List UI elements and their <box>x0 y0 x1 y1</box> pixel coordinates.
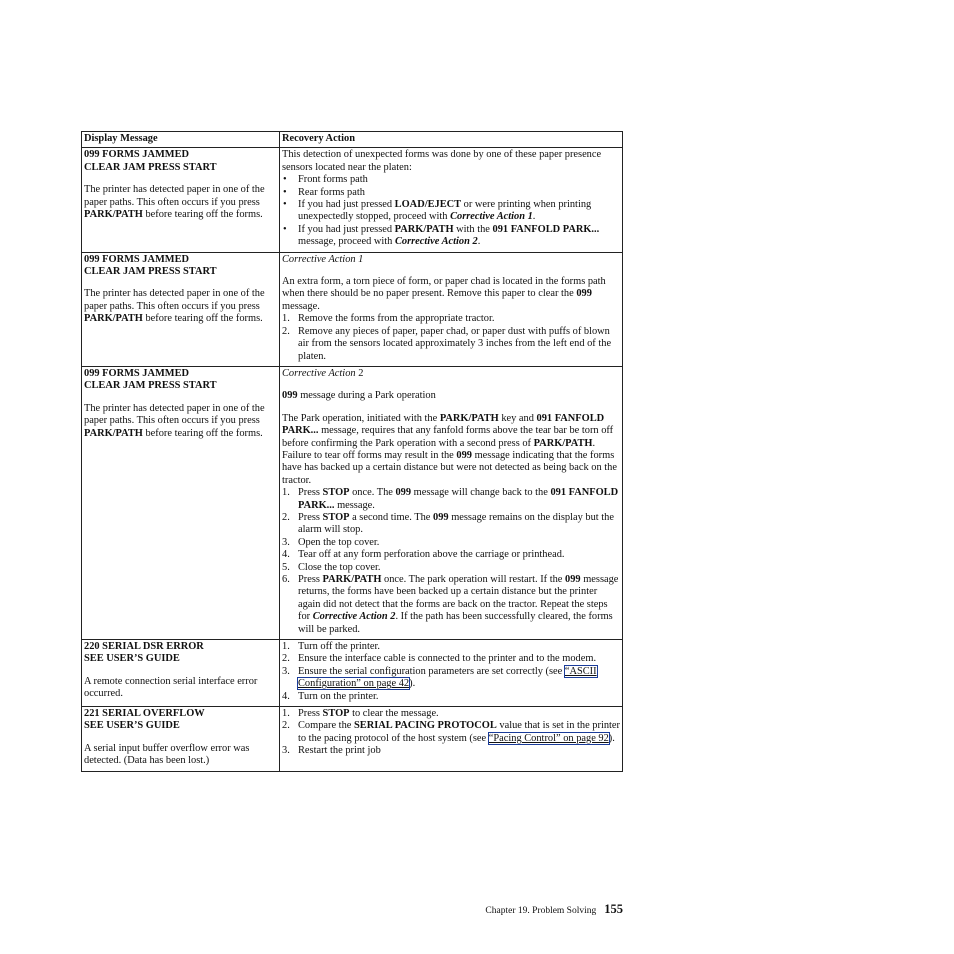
list-item: 3. Restart the print job <box>282 745 381 757</box>
recovery-action-cell <box>280 252 623 366</box>
list-item: • If you had just pressed LOAD/EJECT or were printing when printing unexpectedly stopped, proceed with Corrective Action 1. <box>282 199 620 224</box>
list-item: • If you had just pressed PARK/PATH with the 091 FANFOLD PARK... message, proceed with Corrective Action 2. <box>282 224 620 249</box>
recovery-action-cell <box>280 148 623 252</box>
message-code <box>84 149 277 174</box>
message-code <box>84 254 277 279</box>
message-line: 099 FORMS JAMMED <box>84 149 190 161</box>
message-description: A serial input buffer overflow error was detected. (Data has been lost.) <box>84 742 250 767</box>
message-line: SEE USER’S GUIDE <box>84 720 180 732</box>
list-item: 2. Ensure the interface cable is connected to the printer and to the modem. <box>282 653 597 665</box>
list-item: 5. Close the top cover. <box>282 561 381 573</box>
message-line: CLEAR JAM PRESS START <box>84 266 217 278</box>
list-item: 2. Remove any pieces of paper, paper chad, or paper dust with puffs of blown air from the sensors located approximately 3 inches from the left end of the platen. <box>282 325 612 362</box>
message-code <box>84 641 277 666</box>
message-line: CLEAR JAM PRESS START <box>84 161 217 173</box>
message-code <box>84 368 277 393</box>
list-item: 1. Remove the forms from the appropriate tractor. <box>282 313 495 325</box>
recovery-action-cell <box>280 640 623 707</box>
list-item: • Rear forms path <box>282 187 620 199</box>
list-item: 1. Turn off the printer. <box>282 641 380 653</box>
step-list <box>282 487 620 636</box>
chapter-title: Chapter 19. Problem Solving <box>485 906 597 916</box>
header-display-message: Display Message <box>82 132 280 148</box>
step-list <box>282 313 620 363</box>
message-description: The printer has detected paper in one of the paper paths. This often occurs if you press PARK/PATH before tearing off the forms. <box>84 288 265 325</box>
message-line: 221 SERIAL OVERFLOW <box>84 708 205 720</box>
list-item: 2. Press STOP a second time. The 099 message remains on the display but the alarm will stop. <box>282 511 614 536</box>
action-paragraph: An extra form, a torn piece of form, or paper chad is located in the forms path when there should be no paper present. Remove this paper to clear the 099 message. <box>282 276 606 312</box>
message-description: The printer has detected paper in one of the paper paths. This often occurs if you press PARK/PATH before tearing off the forms. <box>84 402 265 439</box>
action-subheading: 099 message during a Park operation <box>282 390 436 402</box>
list-item: 1. Press STOP to clear the message. <box>282 708 439 720</box>
display-message-cell <box>82 366 280 639</box>
action-paragraph: The Park operation, initiated with the PARK/PATH key and 091 FANFOLD PARK... message, requires that any fanfold forms above the tear bar be torn off before confirming the Park operation with a second press of PARK/PATH. Failure to tear off forms may result in the 099 message indicating that the forms have has backed up a certain distance but were not detected as being back on the tractor. <box>282 412 617 486</box>
step-list <box>282 641 620 703</box>
list-item: • Front forms path <box>282 174 620 186</box>
table-row <box>82 252 623 366</box>
recovery-action-cell <box>280 366 623 639</box>
page-number: 155 <box>604 902 623 916</box>
pacing-control-link[interactable]: “Pacing Control” on page 92 <box>488 732 609 744</box>
list-item: 4. Tear off at any form perforation above the carriage or printhead. <box>282 549 565 561</box>
message-code <box>84 708 277 733</box>
display-message-cell <box>82 640 280 707</box>
message-line: CLEAR JAM PRESS START <box>84 380 217 392</box>
table-row <box>82 640 623 707</box>
message-description: The printer has detected paper in one of the paper paths. This often occurs if you press PARK/PATH before tearing off the forms. <box>84 184 265 221</box>
action-intro: This detection of unexpected forms was done by one of these paper presence sensors located near the platen: <box>282 149 602 173</box>
table-header-row <box>82 132 623 148</box>
display-message-cell <box>82 707 280 772</box>
table-row <box>82 148 623 252</box>
list-item: 2. Compare the SERIAL PACING PROTOCOL value that is set in the printer to the pacing protocol of the host system (see “Pacing Control” on page 92). <box>282 720 621 744</box>
header-recovery-action: Recovery Action <box>280 132 623 148</box>
ascii-configuration-link[interactable]: “ASCII Configuration” on page 42 <box>298 665 597 690</box>
recovery-table <box>81 131 623 772</box>
display-message-cell <box>82 252 280 366</box>
list-item: 1. Press STOP once. The 099 message will change back to the 091 FANFOLD PARK... message. <box>282 487 619 511</box>
table-row <box>82 366 623 639</box>
list-item: 4. Turn on the printer. <box>282 690 379 702</box>
page-footer <box>485 902 623 917</box>
step-list <box>282 708 620 758</box>
list-item: 3. Open the top cover. <box>282 536 380 548</box>
list-item: 6. Press PARK/PATH once. The park operation will restart. If the 099 message returns, the forms have been backed up a certain distance but the printer again did not detect that the forms are back on the tractor. Repeat the steps for Corrective Action 2. If the path has been successfully cleared, the forms will be parked. <box>282 574 619 635</box>
message-line: 099 FORMS JAMMED <box>84 367 190 379</box>
message-line: SEE USER’S GUIDE <box>84 653 180 665</box>
message-line: 099 FORMS JAMMED <box>84 253 190 265</box>
recovery-action-cell <box>280 707 623 772</box>
corrective-action-heading: Corrective Action 1 <box>282 253 364 265</box>
list-item: 3. Ensure the serial configuration parameters are set correctly (see “ASCII Configuration” on page 42). <box>282 665 597 690</box>
corrective-action-heading: Corrective Action 2 <box>282 367 364 379</box>
message-line: 220 SERIAL DSR ERROR <box>84 641 204 653</box>
message-description: A remote connection serial interface error occurred. <box>84 675 258 700</box>
table-row <box>82 707 623 772</box>
display-message-cell <box>82 148 280 252</box>
sensor-list <box>282 174 620 248</box>
